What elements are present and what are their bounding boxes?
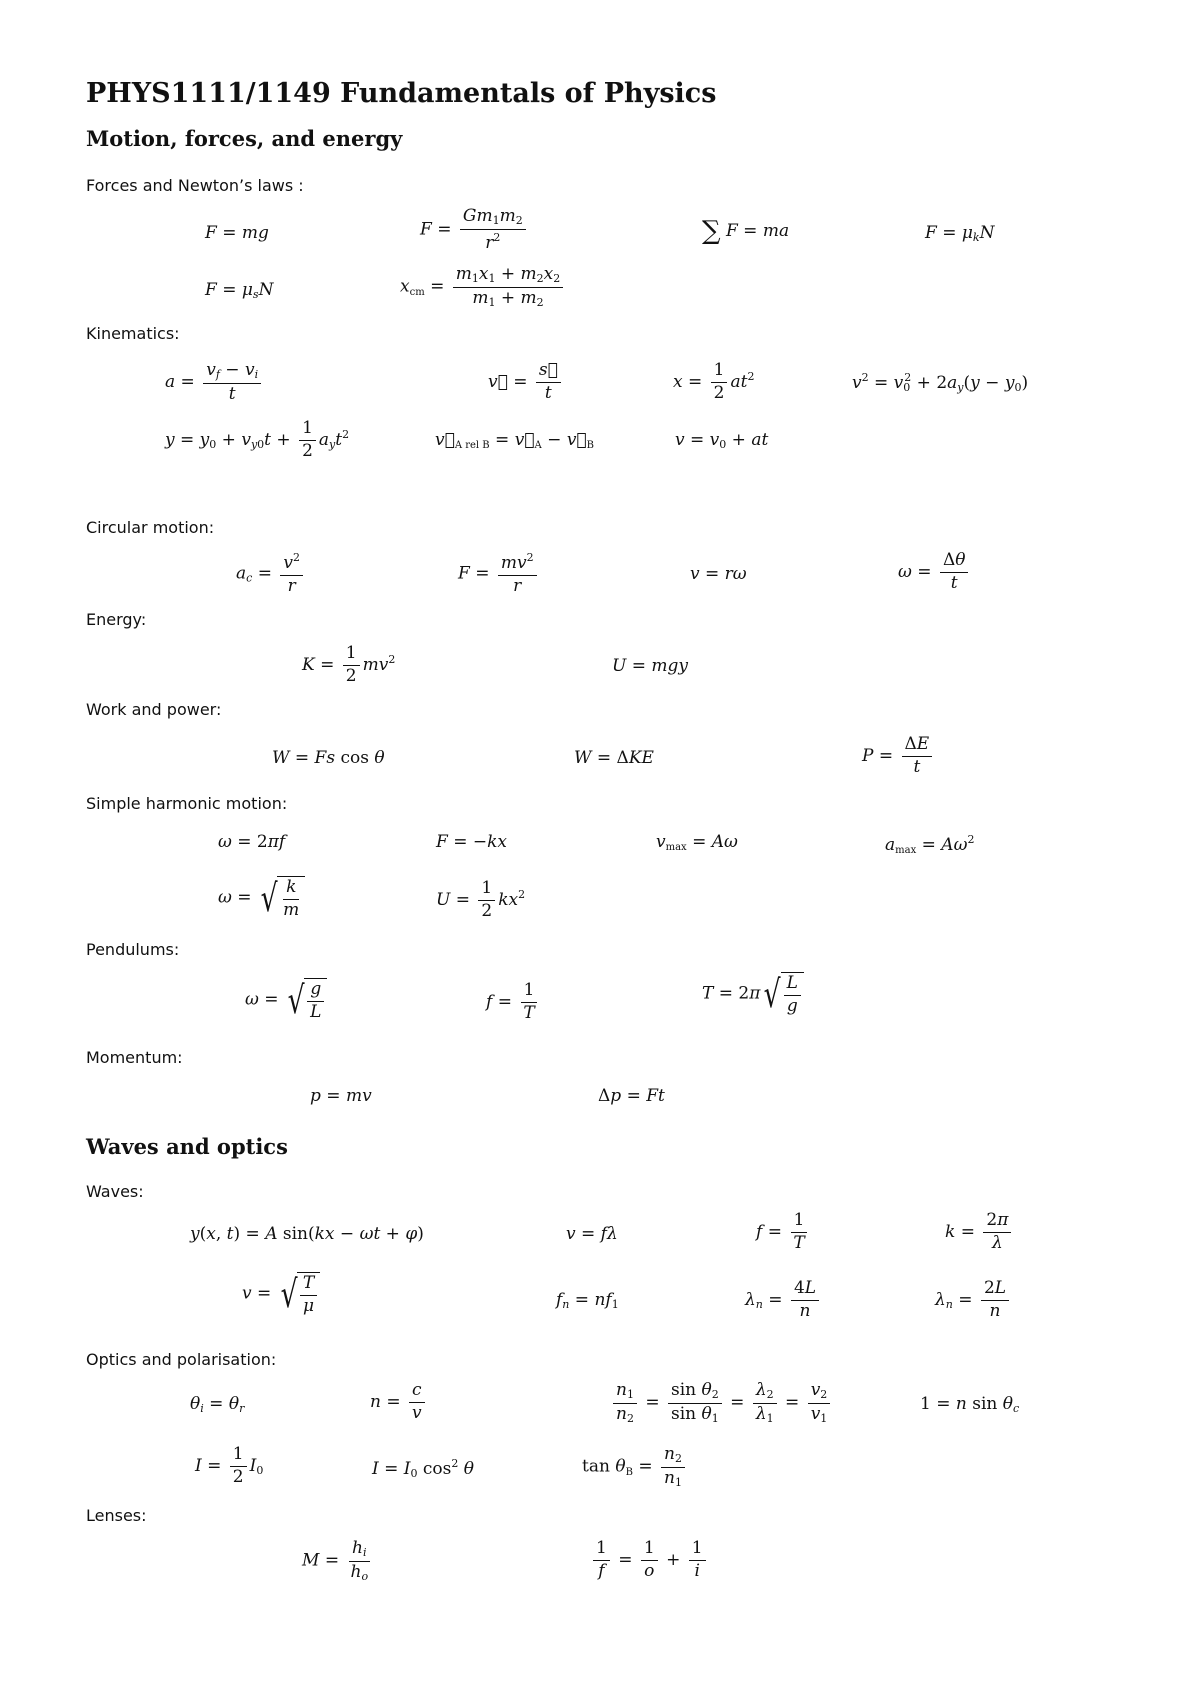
eq-acceleration: a = $\frac{v_f - v_i}{t}$ xyxy=(165,362,264,403)
eq-static-friction: $F = \mu_sN$ xyxy=(205,280,274,301)
eq-displacement: x = $\frac{1}{2}$ $at^2$ xyxy=(673,360,755,403)
subsection-kinematics: Kinematics: xyxy=(86,324,180,343)
eq-wave-function: y(x, t) = A sin(kx − ωt + φ) xyxy=(190,1224,424,1244)
eq-magnification: M = $\frac{h_i}{h_o}$ xyxy=(302,1538,369,1583)
eq-newton-second: ∑ F = ma xyxy=(702,216,790,246)
eq-vertical-position: $y = y_0 + v_{y0}t$ + $\frac{1}{2}$ $a_yt^2$ xyxy=(165,418,350,461)
eq-power: P = $\frac{\Delta E}{t}$ xyxy=(862,736,935,777)
eq-max-acceleration: $a_{max} = A\omega^2$ xyxy=(885,833,975,856)
section-title-waves: Waves and optics xyxy=(86,1134,288,1159)
eq-string-wave-speed: v = √ $\frac{T}{\mu}$ xyxy=(242,1272,320,1316)
eq-momentum: p = mv xyxy=(310,1086,372,1106)
eq-wave-speed: v = fλ xyxy=(566,1224,618,1244)
eq-relative-velocity: $v⃗_{A rel B}$ = $v⃗_A$ − $v⃗_B$ xyxy=(435,430,594,451)
eq-spring-potential: U = $\frac{1}{2}$ $kx^2$ xyxy=(436,878,526,921)
eq-critical-angle: 1 = n $\sin \theta_c$ xyxy=(920,1394,1020,1415)
eq-final-velocity: $v = v_0$ + at xyxy=(675,430,769,451)
subsection-energy: Energy: xyxy=(86,610,147,629)
eq-velocity: v⃗ = $\frac{s⃗}{t}$ xyxy=(488,362,564,403)
section-title-motion: Motion, forces, and energy xyxy=(86,126,403,151)
eq-wave-frequency: f = $\frac{1}{T}$ xyxy=(756,1212,811,1253)
eq-work-energy: W = ΔKE xyxy=(574,748,654,768)
eq-tangential-velocity: v = rω xyxy=(690,564,747,584)
eq-hookes-law: F = −kx xyxy=(436,832,507,852)
eq-snells-law: $\frac{n_1}{n_2}$ = $\frac{\sin \theta_2}{\sin \theta_1}$ = $\frac{\lambda_2}{\lambda_1}$ = $\frac{v_2}{v_1}$ xyxy=(610,1382,833,1424)
eq-max-velocity: $v_{max} = A\omega$ xyxy=(656,832,738,853)
eq-kinetic-energy: K = $\frac{1}{2}$ $mv^2$ xyxy=(302,643,396,686)
eq-gravitation: F = $\frac{Gm_1m_2}{r^2}$ xyxy=(420,208,529,252)
eq-pendulum-angular-frequency: ω = √ $\frac{g}{L}$ xyxy=(245,978,327,1022)
eq-closed-pipe-wavelength: $\lambda_n$ = $\frac{4L}{n}$ xyxy=(745,1280,822,1321)
subsection-momentum: Momentum: xyxy=(86,1048,183,1067)
eq-pendulum-frequency: f = $\frac{1}{T}$ xyxy=(486,982,541,1023)
subsection-pendulums: Pendulums: xyxy=(86,940,180,959)
eq-potential-energy: U = mgy xyxy=(612,656,688,676)
eq-reflection: $\theta_i = \theta_r$ xyxy=(190,1394,245,1415)
subsection-lenses: Lenses: xyxy=(86,1506,147,1525)
eq-wave-number: k = $\frac{2\pi}{\lambda}$ xyxy=(945,1212,1014,1253)
subsection-waves: Waves: xyxy=(86,1182,144,1201)
eq-harmonics: $f_n = nf_1$ xyxy=(556,1290,619,1311)
eq-work: W = Fs cos θ xyxy=(272,748,385,768)
subsection-forces: Forces and Newton’s laws : xyxy=(86,176,304,195)
subsection-optics: Optics and polarisation: xyxy=(86,1350,277,1369)
document-title: PHYS1111/1149 Fundamentals of Physics xyxy=(86,78,717,109)
eq-brewster-angle: $\tan \theta_B$ = $\frac{n_2}{n_1}$ xyxy=(582,1446,688,1488)
eq-spring-angular-frequency: ω = √ $\frac{k}{m}$ xyxy=(218,876,305,920)
eq-pendulum-period: T = 2π √ $\frac{L}{g}$ xyxy=(702,972,804,1016)
eq-impulse: Δp = Ft xyxy=(598,1086,665,1106)
subsection-circular: Circular motion: xyxy=(86,518,215,537)
subsection-shm: Simple harmonic motion: xyxy=(86,794,288,813)
eq-velocity-squared: $v^2 = v_0^2 + 2a_y(y - y_0)$ xyxy=(852,371,1029,394)
eq-malus-law: $I = I_0$ $\cos^2 \theta$ xyxy=(372,1457,475,1480)
eq-centripetal-acceleration: $a_c$ = $\frac{v^2}{r}$ xyxy=(236,552,306,596)
eq-kinetic-friction: $F = \mu_kN$ xyxy=(925,223,995,244)
eq-angular-frequency: ω = 2πf xyxy=(218,832,286,852)
eq-weight: F = mg xyxy=(205,223,269,243)
eq-angular-velocity: ω = $\frac{\Delta\theta}{t}$ xyxy=(898,552,971,593)
eq-refractive-index: n = $\frac{c}{v}$ xyxy=(370,1382,428,1423)
eq-center-of-mass: $x_{cm}$ = $\frac{m_1x_1 + m_2x_2}{m_1 + m_2}$ xyxy=(400,266,566,308)
eq-polariser-intensity: I = $\frac{1}{2}$ $I_0$ xyxy=(195,1444,264,1487)
eq-thin-lens: $\frac{1}{f}$ = $\frac{1}{o}$ + $\frac{1}{i}$ xyxy=(590,1540,709,1581)
eq-open-pipe-wavelength: $\lambda_n$ = $\frac{2L}{n}$ xyxy=(935,1280,1012,1321)
subsection-work: Work and power: xyxy=(86,700,222,719)
eq-centripetal-force: F = $\frac{mv^2}{r}$ xyxy=(458,552,540,596)
